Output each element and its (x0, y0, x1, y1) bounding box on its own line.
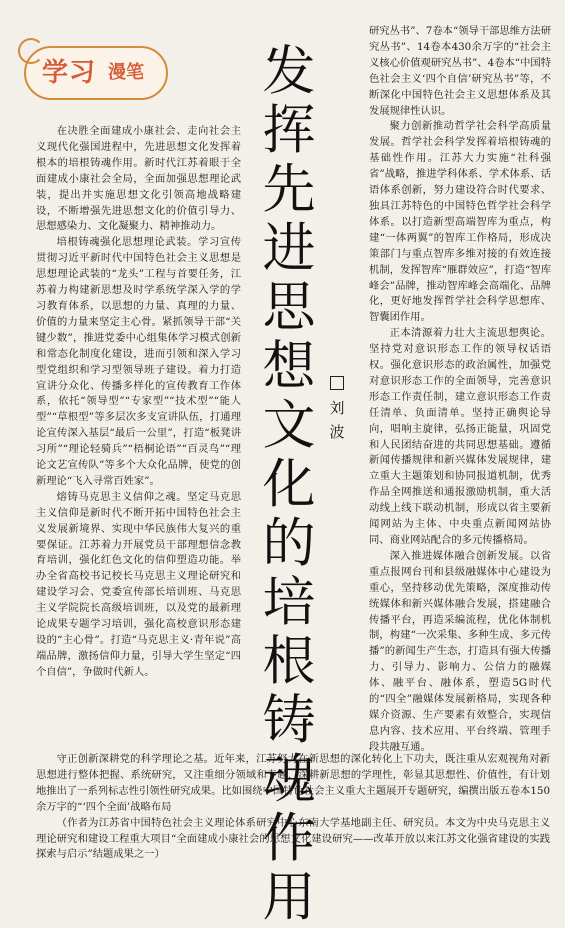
headline-char: 思 (262, 277, 316, 338)
headline-char: 培 (262, 572, 316, 633)
headline-char: 发 (262, 41, 316, 102)
headline-char: 先 (262, 159, 316, 220)
headline-char: 化 (262, 454, 316, 515)
left-paragraph: 培根铸魂强化思想理论武装。学习宣传贯彻习近平新时代中国特色社会主义思想是思想理论武装的“龙头”工程与首要任务，江苏着力构建新思想及时学系统学深入学的学习教育体系，以思想的力量、真理的力量、价值的力量来坚定主心骨。紧抓领导干部“关键少数”，推进党委中心组集体学习模式创新和常态化制度化建设，进而引领和深入学习型党组织和学习型领导班子建设。着力打造宣讲分众化、传播多样化的宣传教育工作体系，依托“领导型”“专家型”“技术型”“能人型”“草根型”等多层次多支宣讲队伍，打通理论宣传深入基层“最后一公里”，打造“板凳讲习所”“理论轻骑兵”“梧桐论语”“百灵鸟”“理论文艺宣传队”等多个大众化品牌，使党的创新理论“飞入寻常百姓家”。 (36, 236, 241, 487)
left-paragraph: 在决胜全面建成小康社会、走向社会主义现代化强国进程中，先进思想文化发挥着根本的培根铸魂作用。新时代江苏着眼于全面建成小康社会全局，全面加强思想理论武装，提出并实施思想文化引领高地战略建设，不断增强先进思想文化的价值引导力、思想感染力、文化凝聚力、精神推动力。 (36, 125, 241, 233)
headline-char: 进 (262, 218, 316, 279)
badge-label-study: 学习 (42, 58, 97, 88)
headline-char: 用 (262, 867, 316, 928)
right-paragraph: 正本清源着力壮大主流思想舆论。坚持党对意识形态工作的领导权话语权。强化意识形态的政治属性，加强党对意识形态工作的全面领导，完善意识形态工作责任制，建立意识形态工作责任清单、负面清单。坚持正确舆论导向，唱响主旋律，弘扬正能量，巩固党和人民团结奋进的共同思想基础。遵循新闻传播规律和新兴媒体发展规律，建立重大主题策划和协同报道机制，优秀作品全网推送和通报激励机制，重大活动线上线下联动机制，形成以省主要新闻网站为主体、中央重点新闻网站协同、商业网站配合的多元传播格局。 (369, 327, 551, 546)
headline-char: 魂 (262, 749, 316, 810)
headline-char: 作 (262, 808, 316, 869)
column-badge (24, 38, 174, 102)
headline-char: 挥 (262, 100, 316, 161)
right-paragraph: 深入推进媒体融合创新发展。以省重点报网台刊和县级融媒体中心建设为重心，坚持移动优先策略，深度推动传统媒体和新兴媒体融合发展，搭建融合传播平台，再造采编流程，优化体制机制，构建“一次采集、多种生成、多元传播”的新闻生产生态，打造具有强大传播力、引导力、影响力、公信力的融媒体、融平台、融体系，塑造5G时代的“四全”融媒体发展新格局，实现各种媒介资源、生产要素有效整合，实现信息内容、技术应用、平台终端、管理手段共融互通。 (369, 549, 551, 753)
bottom-paragraph: 守正创新深耕党的科学理论之基。近年来，江苏努力在新思想的深化转化上下功夫，既注重从宏观视角对新思想进行整体把握、系统研究，又注重细分领域和专题，深耕新思想的学理性，彰显其思想性、价值性，有计划地推出了一系列标志性引领性研究成果。比如围绕中国特色社会主义重大主题展开专题研究，编撰出版五卷本150余万字的“‘四个全面’战略布局 (36, 753, 550, 813)
right-paragraph: 聚力创新推动哲学社会科学高质量发展。哲学社会科学发挥着培根铸魂的基础性作用。江苏大力实施“社科强省”战略，推进学科体系、学术体系、话语体系创新，努力建设符合时代要求、独具江苏特色的中国特色哲学社会科学体系。以打造新型高端智库为重点，构建“一体两翼”的智库工作格局，形成决策部门与重点智库多维对接的有效连接机制，发挥智库“雁群效应”，打造“智库峰会”品牌，推动智库峰会高端化、品牌化，更好地发挥哲学社会科学思想库、智囊团作用。 (369, 120, 551, 324)
headline-char: 文 (262, 395, 316, 456)
left-paragraph: 熔铸马克思主义信仰之魂。坚定马克思主义信仰是新时代不断开拓中国特色社会主义发展新境界、实现中华民族伟大复兴的重要保证。江苏着力开展党员干部理想信念教育培训，强化红色文化的信仰塑造功能。举办全省高校书记校长马克思主义理论研究和建设学习会、党委宣传部长培训班、马克思主义学院院长高级培训班，以及党的最新理论成果专题学习培训，强化高校意识形态建设的“主心骨”。打造“马克思主义·青年说”高端品牌，激扬信仰力量，引导大学生坚定“四个自信”，争做时代新人。 (36, 490, 241, 678)
left-column (36, 124, 241, 754)
byline-char: 刘 (329, 399, 345, 417)
right-paragraph: 研究丛书”、7卷本“领导干部思维方法研究丛书”、14卷本430余万字的“社会主义核心价值观研究丛书”、4卷本“中国特色社会主义‘四个自信’研究丛书”等，不断深化中国特色社会主义思想体系及其发展规律性认识。 (369, 25, 551, 117)
byline (326, 372, 348, 444)
bottom-section (36, 749, 550, 880)
headline-char: 想 (262, 336, 316, 397)
byline-box-icon (330, 376, 344, 390)
headline-char: 根 (262, 631, 316, 692)
badge-swirl-ornament (18, 38, 44, 64)
headline-char: 铸 (262, 690, 316, 751)
badge-label-essay: 漫笔 (108, 62, 144, 83)
headline-char: 的 (262, 513, 316, 574)
right-column (369, 24, 551, 784)
byline-char: 波 (329, 423, 345, 441)
author-note: （作者为江苏省中国特色社会主义理论体系研究中心东南大学基地副主任、研究员。本文为中央马克思主义理论研究和建设工程重大项目“全面建成小康社会的思想文化建设研究——改革开放以来江苏文化强省建设的实践探索与启示”结题成果之一） (36, 816, 550, 861)
